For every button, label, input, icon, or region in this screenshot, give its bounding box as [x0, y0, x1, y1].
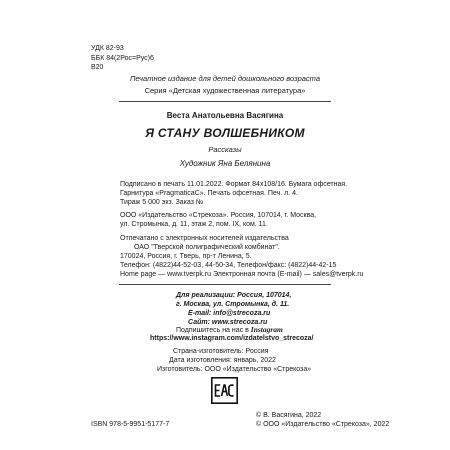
print-info-line: Подписано в печать 11.01.2022. Формат 84х108/16. Бумага офсетная.: [120, 181, 348, 188]
copyright-author: © В. Васягина, 2022: [256, 412, 322, 419]
printer-line: ОАО "Тверской полиграфический комбинат".: [134, 244, 280, 251]
bbk-code: ББК 84(2Рос=Рус)6: [91, 55, 154, 62]
subscribe-line: [176, 326, 283, 334]
sales-line: Для реализации: Россия, 107014,: [176, 292, 292, 299]
illustrator-credit: Художник Яна Белянина: [179, 159, 271, 168]
subscribe-label: Подпишитесь на нас в: [176, 327, 249, 334]
printer-line: Home page — www.tverpk.ru Электронная почта (E-mail) — sales@tverpk.ru: [120, 271, 364, 278]
printer-line: 170024, Россия, г. Тверь, пр-т Ленина, 5.: [120, 253, 252, 260]
author-sign-code: В20: [91, 64, 104, 71]
edition-note: Печатное издание для детей дошкольного возраста: [129, 74, 321, 83]
divider-top: [119, 101, 331, 102]
isbn: ISBN 978-5-9951-5177-7: [91, 421, 170, 428]
divider-middle: [119, 284, 331, 285]
print-info-line: Тираж 5 000 экз. Заказ №: [120, 199, 204, 206]
book-genre: Рассказы: [208, 145, 242, 154]
publisher-line: ООО «Издательство «Стрекоза». Россия, 107014, г. Москва,: [120, 212, 317, 219]
eac-mark-icon: [211, 377, 238, 404]
publisher-line: ул. Стромынка, д. 11, этаж 2, пом. IX, ком. 11.: [120, 221, 268, 228]
series-line: Серия «Детская художественная литература»: [144, 86, 306, 95]
book-title: Я СТАНУ ВОЛШЕБНИКОМ: [145, 126, 305, 140]
printer-line: Отпечатано с электронных носителей издательства: [120, 235, 289, 242]
print-info-line: Гарнитура «PragmaticaC». Печать офсетная. Печ. л. 4.: [120, 190, 298, 197]
manufacture-line: Изготовитель: ООО «Издательство «Стрекоза»: [157, 366, 312, 373]
sales-line: E-mail: info@strecoza.ru: [188, 310, 271, 317]
udk-code: УДК 82-93: [91, 45, 124, 52]
instagram-logo: Instagram: [250, 325, 283, 334]
printer-line: Телефон: (4822)44-52-03, 44-50-34, Телефон/факс: (4822)44-42-15: [120, 262, 337, 269]
instagram-link[interactable]: https://www.instagram.com/izdatelstvo_strecoza/: [150, 335, 314, 342]
sales-line: Сайт: www.strecoza.ru: [188, 319, 268, 326]
copyright-publisher: © ООО «Издательство «Стрекоза», 2022: [256, 421, 390, 428]
sales-line: г. Москва, ул. Стромынка, д. 11.: [176, 301, 290, 308]
author-name: Веста Анатольевна Васягина: [166, 111, 284, 120]
manufacture-line: Страна-изготовитель: Россия: [173, 348, 269, 355]
manufacture-line: Дата изготовления: январь, 2022: [169, 357, 276, 364]
